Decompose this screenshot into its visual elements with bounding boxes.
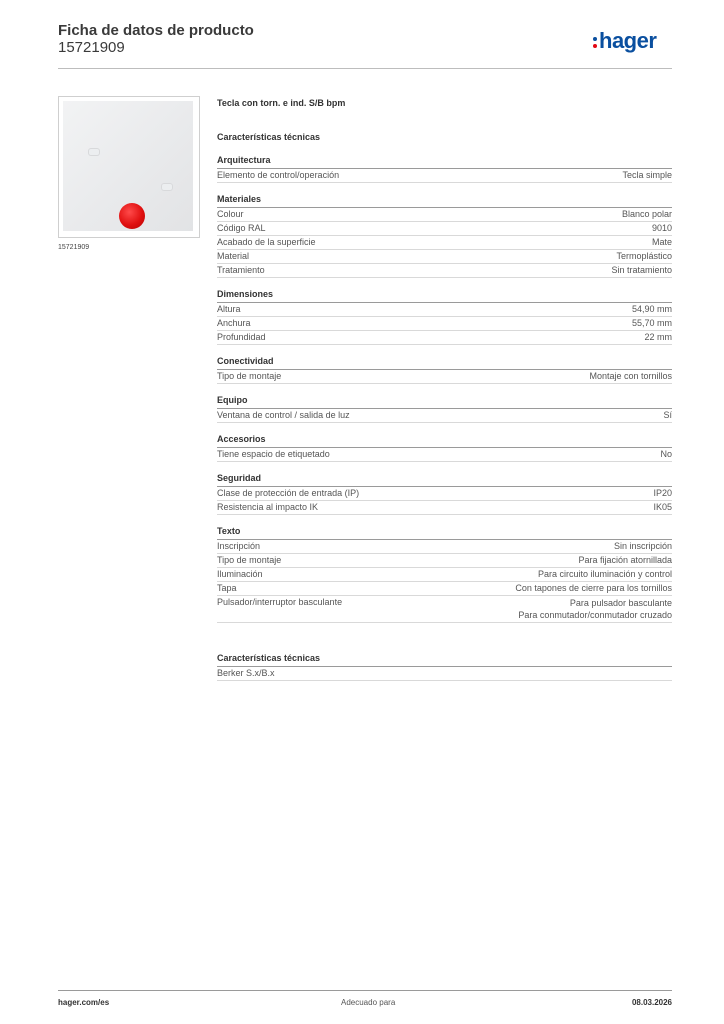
spec-value: Sí	[663, 410, 672, 420]
spec-label: Tipo de montaje	[217, 555, 282, 565]
group-title: Equipo	[217, 395, 672, 409]
footer-date: 08.03.2026	[631, 998, 672, 1007]
spec-label: Pulsador/interruptor basculante	[217, 597, 343, 607]
spec-value: Montaje con tornillos	[589, 371, 672, 381]
group-title: Accesorios	[217, 434, 672, 448]
switch-plate-image	[63, 101, 193, 231]
screw-cap-icon	[161, 183, 173, 191]
spec-label: Código RAL	[217, 223, 266, 233]
spec-row	[217, 370, 672, 384]
spec-value-line: Para pulsador basculante	[569, 598, 672, 608]
spec-label: Inscripción	[217, 541, 261, 551]
spec-value: 22 mm	[644, 332, 672, 342]
group-title: Conectividad	[217, 356, 672, 370]
spec-label: Anchura	[217, 318, 251, 328]
spec-value: Tecla simple	[622, 170, 672, 180]
spec-value: Termoplástico	[616, 251, 672, 261]
extra-spec-group	[217, 623, 672, 681]
spec-value: 55,70 mm	[631, 318, 672, 328]
spec-label: Tiene espacio de etiquetado	[217, 449, 330, 459]
spec-value: 9010	[651, 223, 672, 233]
spec-label: Elemento de control/operación	[217, 170, 340, 180]
product-name: Tecla con torn. e ind. S/B bpm	[217, 98, 346, 108]
logo-dots-icon	[593, 35, 598, 49]
spec-row	[217, 222, 672, 236]
spec-label: Profundidad	[217, 332, 266, 342]
spec-row	[217, 208, 672, 222]
spec-group	[217, 462, 672, 515]
spec-row	[217, 501, 672, 515]
spec-value: IP20	[653, 488, 672, 498]
spec-value-line: Para conmutador/conmutador cruzado	[518, 610, 672, 620]
group-title: Dimensiones	[217, 289, 672, 303]
spec-label: Altura	[217, 304, 241, 314]
spec-value: Mate	[651, 237, 672, 247]
spec-row	[217, 409, 672, 423]
image-caption: 15721909	[58, 244, 90, 251]
group-title: Características técnicas	[217, 653, 672, 667]
spec-row	[217, 331, 672, 345]
red-indicator-light-icon	[119, 203, 145, 229]
spec-group	[217, 345, 672, 384]
footer-center-text: Adecuado para	[341, 998, 396, 1007]
spec-row	[217, 169, 672, 183]
spec-value: Para circuito iluminación y control	[537, 569, 672, 579]
header-divider	[58, 68, 672, 69]
spec-label: Colour	[217, 209, 244, 219]
spec-row	[217, 487, 672, 501]
spec-row	[217, 582, 672, 596]
spec-row	[217, 540, 672, 554]
spec-groups	[217, 144, 672, 623]
spec-value: IK05	[653, 502, 672, 512]
hager-logo: hager	[593, 28, 656, 54]
screw-cap-icon	[88, 148, 100, 156]
product-code: 15721909	[58, 39, 125, 56]
product-image	[58, 96, 200, 238]
spec-row	[217, 264, 672, 278]
spec-row	[217, 554, 672, 568]
spec-value: Sin inscripción	[613, 541, 672, 551]
group-title: Texto	[217, 526, 672, 540]
group-title: Materiales	[217, 194, 672, 208]
spec-label: Tipo de montaje	[217, 371, 282, 381]
spec-row	[217, 236, 672, 250]
spec-label: Acabado de la superficie	[217, 237, 316, 247]
spec-group	[217, 278, 672, 345]
spec-label: Ventana de control / salida de luz	[217, 410, 350, 420]
spec-label: Iluminación	[217, 569, 263, 579]
spec-group	[217, 423, 672, 462]
spec-value: Para fijación atornillada	[578, 555, 672, 565]
spec-label: Clase de protección de entrada (IP)	[217, 488, 360, 498]
spec-row	[217, 317, 672, 331]
spec-value: Con tapones de cierre para los tornillos	[515, 583, 672, 593]
footer-divider	[58, 990, 672, 991]
spec-value	[518, 597, 672, 621]
spec-row	[217, 250, 672, 264]
spec-label: Material	[217, 251, 250, 261]
footer-website: hager.com/es	[58, 998, 110, 1007]
spec-label: Berker S.x/B.x	[217, 668, 275, 678]
spec-group	[217, 515, 672, 623]
spec-row	[217, 303, 672, 317]
spec-row	[217, 667, 672, 681]
spec-label: Tapa	[217, 583, 237, 593]
spec-row	[217, 448, 672, 462]
spec-label: Tratamiento	[217, 265, 265, 275]
group-title: Seguridad	[217, 473, 672, 487]
spec-group	[217, 144, 672, 183]
section-title: Características técnicas	[217, 132, 321, 142]
spec-row	[217, 596, 672, 623]
spec-row	[217, 568, 672, 582]
group-title: Arquitectura	[217, 155, 672, 169]
spec-value: Blanco polar	[621, 209, 672, 219]
spec-label: Resistencia al impacto IK	[217, 502, 319, 512]
spec-value: 54,90 mm	[631, 304, 672, 314]
spec-value: No	[660, 449, 672, 459]
spec-value: Sin tratamiento	[611, 265, 672, 275]
spec-group	[217, 384, 672, 423]
spec-content	[217, 96, 672, 681]
document-title: Ficha de datos de producto	[58, 22, 254, 39]
spec-group	[217, 183, 672, 278]
